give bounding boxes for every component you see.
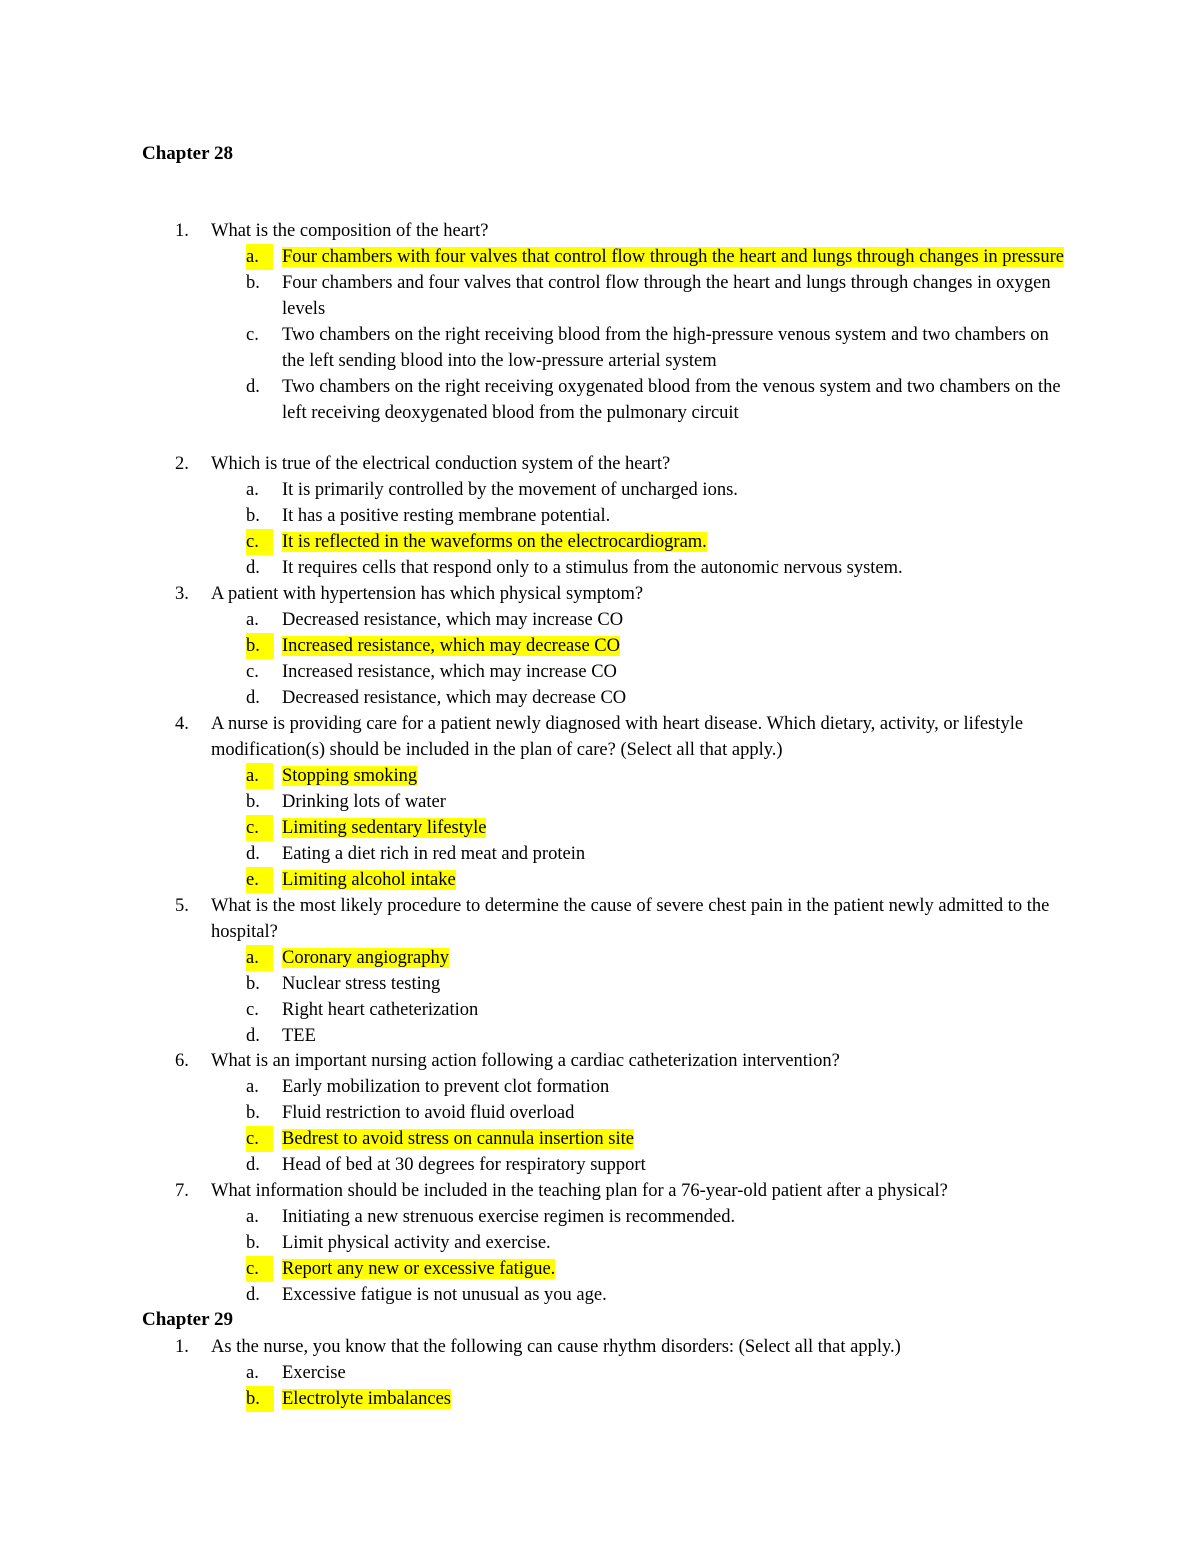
option-letter: d. <box>246 688 260 708</box>
option-letter: c. <box>246 529 273 555</box>
answer-option <box>0 763 1200 789</box>
question-number: 7. <box>175 1181 189 1201</box>
answer-option <box>0 477 1200 503</box>
answer-option <box>0 374 1200 426</box>
question-text: Which is true of the electrical conduction system of the heart? <box>211 454 671 474</box>
answer-option <box>0 1126 1200 1152</box>
option-letter: c. <box>246 325 259 345</box>
option-letter: b. <box>246 633 274 659</box>
option-text: Four chambers and four valves that control flow through the heart and lungs through changes in oxygen levels <box>282 273 1051 319</box>
option-list <box>0 945 1200 1049</box>
answer-option <box>0 815 1200 841</box>
option-text: Coronary angiography <box>282 948 449 968</box>
answer-option <box>0 997 1200 1023</box>
option-letter: a. <box>246 480 259 500</box>
option-letter: b. <box>246 506 260 526</box>
answer-option <box>0 1256 1200 1282</box>
question <box>0 1048 1200 1178</box>
option-text: Decreased resistance, which may increase CO <box>282 610 624 630</box>
option-text: It has a positive resting membrane potential. <box>282 506 611 526</box>
answer-option <box>0 1230 1200 1256</box>
option-letter: d. <box>246 1026 260 1046</box>
option-text: Two chambers on the right receiving blood from the high-pressure venous system and two chambers on the left sending blood into the low-pressure arterial system <box>282 325 1049 371</box>
option-letter: a. <box>246 945 273 971</box>
option-letter: d. <box>246 377 260 397</box>
answer-option <box>0 1074 1200 1100</box>
chapter-title: Chapter 28 <box>142 143 233 164</box>
option-text: Four chambers with four valves that control flow through the heart and lungs through changes in pressure <box>282 247 1064 267</box>
option-text: Report any new or excessive fatigue. <box>282 1259 556 1279</box>
option-text: Nuclear stress testing <box>282 974 441 994</box>
answer-option <box>0 529 1200 555</box>
option-text: Two chambers on the right receiving oxygenated blood from the venous system and two chambers on the left receiving deoxygenated blood from the pulmonary circuit <box>282 377 1061 423</box>
option-list <box>0 607 1200 711</box>
answer-option <box>0 1152 1200 1178</box>
option-letter: c. <box>246 1256 273 1282</box>
option-letter: d. <box>246 1155 260 1175</box>
option-text: Decreased resistance, which may decrease CO <box>282 688 627 708</box>
answer-option <box>0 607 1200 633</box>
option-letter: b. <box>246 792 260 812</box>
answer-option <box>0 633 1200 659</box>
option-letter: a. <box>246 1077 259 1097</box>
question-number: 1. <box>175 1337 189 1357</box>
option-letter: d. <box>246 558 260 578</box>
option-letter: b. <box>246 1233 260 1253</box>
question <box>0 218 1200 426</box>
option-text: Bedrest to avoid stress on cannula insertion site <box>282 1129 634 1149</box>
option-text: Limiting alcohol intake <box>282 870 456 890</box>
answer-option <box>0 841 1200 867</box>
answer-option <box>0 1204 1200 1230</box>
option-text: Early mobilization to prevent clot formation <box>282 1077 610 1097</box>
question <box>0 1178 1200 1308</box>
answer-option <box>0 322 1200 374</box>
question-number: 5. <box>175 896 189 916</box>
option-letter: c. <box>246 662 259 682</box>
option-text: Fluid restriction to avoid fluid overload <box>282 1103 575 1123</box>
option-list <box>0 1074 1200 1178</box>
question <box>0 711 1200 893</box>
option-letter: b. <box>246 974 260 994</box>
option-text: It is primarily controlled by the movement of uncharged ions. <box>282 480 738 500</box>
option-list <box>0 477 1200 581</box>
option-letter: d. <box>246 844 260 864</box>
question-number: 2. <box>175 454 189 474</box>
option-letter: a. <box>246 244 273 270</box>
option-text: Drinking lots of water <box>282 792 446 812</box>
question <box>0 893 1200 1049</box>
question-text: What is an important nursing action following a cardiac catheterization intervention? <box>211 1051 840 1071</box>
question-number: 4. <box>175 714 189 734</box>
answer-option <box>0 244 1200 270</box>
option-text: Excessive fatigue is not unusual as you age. <box>282 1285 607 1305</box>
answer-option <box>0 659 1200 685</box>
answer-option <box>0 1360 1200 1386</box>
question-text: What information should be included in the teaching plan for a 76-year-old patient after a physical? <box>211 1181 948 1201</box>
option-list <box>0 763 1200 893</box>
option-text: Limiting sedentary lifestyle <box>282 818 487 838</box>
option-text: Increased resistance, which may decrease CO <box>282 636 620 656</box>
option-letter: b. <box>246 273 260 293</box>
question-number: 6. <box>175 1051 189 1071</box>
option-text: It is reflected in the waveforms on the electrocardiogram. <box>282 532 707 552</box>
answer-option <box>0 1282 1200 1308</box>
answer-option <box>0 971 1200 997</box>
option-text: Limit physical activity and exercise. <box>282 1233 551 1253</box>
question-text: What is the most likely procedure to determine the cause of severe chest pain in the patient newly admitted to the hospital? <box>211 896 1050 942</box>
option-text: Head of bed at 30 degrees for respiratory support <box>282 1155 646 1175</box>
answer-option <box>0 789 1200 815</box>
option-letter: b. <box>246 1103 260 1123</box>
option-text: Exercise <box>282 1363 346 1383</box>
question-text: A patient with hypertension has which physical symptom? <box>211 584 644 604</box>
option-text: Eating a diet rich in red meat and protein <box>282 844 586 864</box>
option-letter: d. <box>246 1285 260 1305</box>
answer-option <box>0 503 1200 529</box>
question <box>0 451 1200 581</box>
question <box>0 1334 1200 1412</box>
question-number: 3. <box>175 584 189 604</box>
option-text: Stopping smoking <box>282 766 418 786</box>
question-number: 1. <box>175 221 189 241</box>
option-letter: a. <box>246 763 273 789</box>
question <box>0 581 1200 711</box>
answer-option <box>0 270 1200 322</box>
chapter-title: Chapter 29 <box>142 1309 233 1330</box>
option-letter: c. <box>246 815 273 841</box>
question-text: As the nurse, you know that the following can cause rhythm disorders: (Select all that apply.) <box>211 1337 901 1357</box>
option-text: Right heart catheterization <box>282 1000 479 1020</box>
option-text: Increased resistance, which may increase CO <box>282 662 617 682</box>
answer-option <box>0 685 1200 711</box>
answer-option <box>0 1386 1200 1412</box>
question-text: A nurse is providing care for a patient newly diagnosed with heart disease. Which dietary, activity, or lifestyle modification(s) should be included in the plan of care? (Select all that apply.) <box>211 714 1024 760</box>
option-letter: b. <box>246 1386 274 1412</box>
option-text: Initiating a new strenuous exercise regimen is recommended. <box>282 1207 736 1227</box>
question-text: What is the composition of the heart? <box>211 221 489 241</box>
answer-option <box>0 1100 1200 1126</box>
option-letter: e. <box>246 867 273 893</box>
answer-option <box>0 867 1200 893</box>
answer-option <box>0 945 1200 971</box>
option-letter: c. <box>246 1000 259 1020</box>
option-letter: a. <box>246 1363 259 1383</box>
option-list <box>0 1204 1200 1308</box>
option-text: Electrolyte imbalances <box>282 1389 451 1409</box>
option-letter: a. <box>246 610 259 630</box>
option-text: TEE <box>282 1026 316 1046</box>
option-letter: c. <box>246 1126 273 1152</box>
answer-option <box>0 555 1200 581</box>
option-text: It requires cells that respond only to a stimulus from the autonomic nervous system. <box>282 558 903 578</box>
option-list <box>0 1360 1200 1412</box>
option-letter: a. <box>246 1207 259 1227</box>
option-list <box>0 244 1200 426</box>
answer-option <box>0 1023 1200 1049</box>
